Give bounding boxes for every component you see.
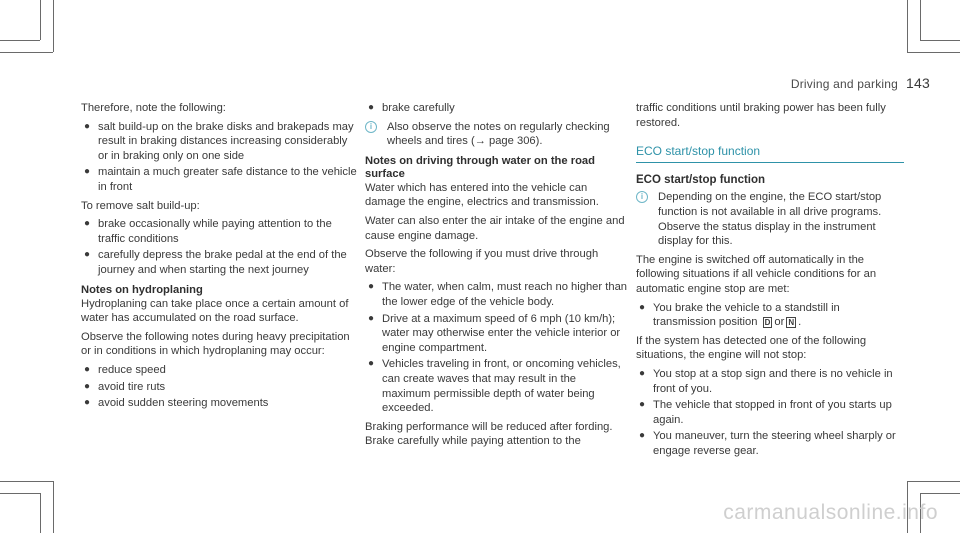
- info-icon: i: [636, 191, 648, 203]
- column-middle: [365, 101, 627, 453]
- bullet-icon: ●: [639, 430, 646, 442]
- list-item: ● The water, when calm, must reach no higher than the lower edge of the vehicle body.: [365, 280, 627, 309]
- paragraph: Therefore, note the following:: [81, 102, 226, 114]
- bullet-icon: ●: [368, 312, 375, 324]
- list-item: ● reduce speed: [81, 363, 359, 378]
- bullet-list: [365, 280, 627, 415]
- running-header: [791, 75, 930, 91]
- list-item: ● You stop at a stop sign and there is no vehicle in front of you.: [636, 367, 904, 396]
- crop-mark: [40, 0, 41, 40]
- heading-hydroplaning: Notes on hydroplaning: [81, 283, 203, 296]
- gear-d-icon: D: [764, 318, 771, 328]
- column-right: [636, 101, 904, 462]
- paragraph: Water can also enter the air intake of the engine and cause engine damage.: [365, 214, 625, 242]
- paragraph: Hydroplaning can take place once a certain amount of water has accumulated on the road surface.: [81, 297, 349, 325]
- list-item: ● You brake the vehicle to a standstill in transmission position D or N .: [636, 301, 904, 330]
- bullet-icon: ●: [84, 120, 91, 132]
- gear-n-icon: N: [788, 318, 795, 328]
- page-reference-link[interactable]: Also observe the notes on regularly checking wheels and tires (→ page 306).: [387, 120, 610, 148]
- list-item: ● carefully depress the brake pedal at the end of the journey and when starting the next journey: [81, 248, 359, 277]
- bullet-icon: ●: [639, 301, 646, 313]
- crop-mark: [40, 493, 41, 533]
- crop-mark: [920, 0, 921, 40]
- column-left: [81, 101, 359, 415]
- list-item: ● Drive at a maximum speed of 6 mph (10 km/h); water may otherwise enter the vehicle interior or engine compartment.: [365, 312, 627, 356]
- note: i Depending on the engine, the ECO start/stop function is not available in all drive programs. Observe the status display in the instrument display for this.: [636, 190, 904, 248]
- bullet-icon: ●: [84, 397, 91, 409]
- list-item: ● brake occasionally while paying attention to the traffic conditions: [81, 217, 359, 246]
- list-item: ● salt build-up on the brake disks and brakepads may result in braking distances increasing considerably or in braking only on one side: [81, 120, 359, 164]
- bullet-list: [81, 363, 359, 411]
- bullet-icon: ●: [84, 166, 91, 178]
- bullet-list: [81, 217, 359, 277]
- list-item: ● maintain a much greater safe distance to the vehicle in front: [81, 165, 359, 194]
- bullet-icon: ●: [368, 102, 375, 113]
- paragraph: Observe the following notes during heavy precipitation or in conditions in which hydroplaning may occur:: [81, 330, 350, 358]
- page-number: 143: [906, 75, 930, 91]
- bullet-icon: ●: [368, 281, 375, 293]
- bullet-icon: ●: [639, 367, 646, 379]
- bullet-icon: ●: [84, 363, 91, 375]
- crop-mark: [920, 40, 960, 41]
- crop-mark: [0, 493, 40, 494]
- paragraph: If the system has detected one of the following situations, the engine will not stop:: [636, 334, 867, 362]
- crop-mark: [920, 493, 960, 494]
- watermark: carmanualsonline.info: [723, 501, 938, 524]
- paragraph: The engine is switched off automatically in the following situations if all vehicle conditions for an automatic engine stop are met:: [636, 253, 877, 295]
- paragraph: To remove salt build-up:: [81, 199, 200, 212]
- list-item: ● The vehicle that stopped in front of you starts up again.: [636, 398, 904, 427]
- bullet-list: [636, 367, 904, 459]
- crop-mark: [53, 0, 54, 52]
- crop-mark: [0, 52, 53, 53]
- list-item: ● Vehicles traveling in front, or oncoming vehicles, can create waves that may result in the maximum permissible depth of water being exceeded.: [365, 357, 627, 415]
- bullet-list: [636, 301, 904, 330]
- crop-mark: [907, 52, 960, 53]
- sub-title: ECO start/stop function: [636, 173, 766, 186]
- bullet-list: [81, 120, 359, 195]
- bullet-icon: ●: [84, 249, 91, 261]
- section-name: Driving and parking: [790, 77, 899, 91]
- list-item: ● You maneuver, turn the steering wheel sharply or engage reverse gear.: [636, 429, 904, 458]
- crop-mark: [0, 40, 40, 41]
- list-item: ● avoid tire ruts: [81, 380, 359, 395]
- paragraph: Braking performance will be reduced after fording. Brake carefully while paying attention to the: [365, 420, 613, 448]
- crop-mark: [907, 481, 960, 482]
- crop-mark: [0, 481, 53, 482]
- crop-mark: [53, 481, 54, 533]
- paragraph: Observe the following if you must drive through water:: [365, 248, 599, 275]
- info-icon: i: [365, 121, 377, 133]
- paragraph: Water which has entered into the vehicle can damage the engine, electrics and transmission.: [365, 181, 599, 209]
- bullet-icon: ●: [639, 399, 646, 411]
- crop-mark: [907, 0, 908, 52]
- note: [365, 120, 627, 149]
- list-item: ● brake carefully: [365, 101, 627, 116]
- bullet-icon: ●: [84, 380, 91, 392]
- list-item: ● avoid sudden steering movements: [81, 396, 359, 411]
- section-title: ECO start/stop function: [636, 144, 904, 163]
- bullet-icon: ●: [84, 218, 91, 230]
- bullet-icon: ●: [368, 358, 375, 370]
- heading-driving-through-water: Notes on driving through water on the road surface: [365, 154, 595, 180]
- paragraph: traffic conditions until braking power has been fully restored.: [636, 102, 886, 129]
- bullet-list: [365, 101, 627, 116]
